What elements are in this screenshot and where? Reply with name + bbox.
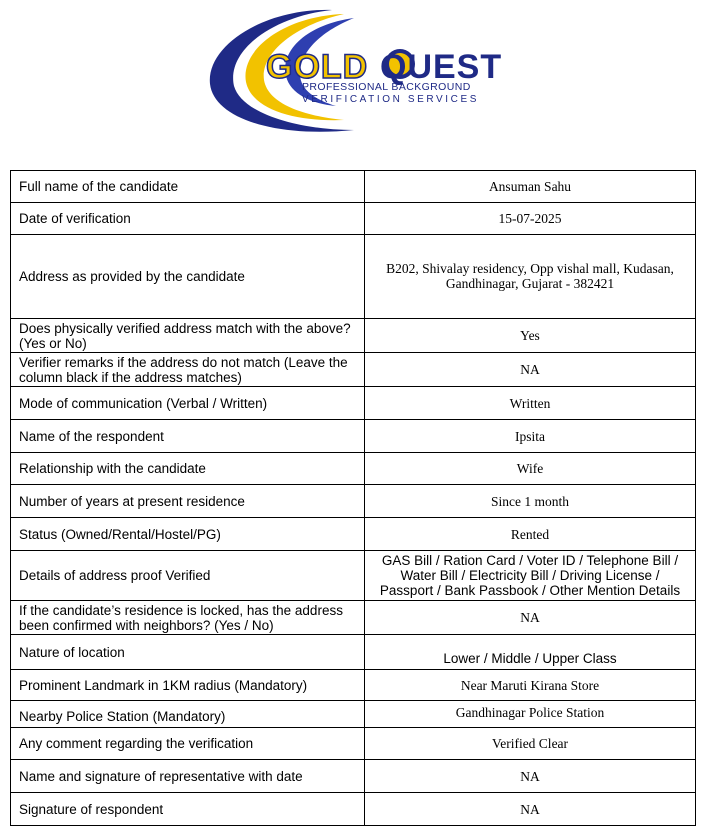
field-label: Prominent Landmark in 1KM radius (Mandatory) <box>11 670 365 701</box>
field-label: Mode of communication (Verbal / Written) <box>11 387 365 420</box>
field-label: Details of address proof Verified <box>11 551 365 601</box>
table-row <box>11 551 696 601</box>
field-label: Full name of the candidate <box>11 171 365 203</box>
field-value: B202, Shivalay residency, Opp vishal mall, Kudasan, Gandhinagar, Gujarat - 382421 <box>365 235 696 319</box>
field-label: Does physically verified address match with the above? (Yes or No) <box>11 319 365 353</box>
field-label: Address as provided by the candidate <box>11 235 365 319</box>
tagline-line-2: VERIFICATION SERVICES <box>302 94 480 105</box>
table-row <box>11 319 696 353</box>
logo-graphic <box>204 6 504 136</box>
table-row <box>11 235 696 319</box>
table-row <box>11 203 696 235</box>
field-value: Lower / Middle / Upper Class <box>365 635 696 670</box>
field-value: NA <box>365 601 696 635</box>
field-label: Number of years at present residence <box>11 485 365 518</box>
field-label: Relationship with the candidate <box>11 453 365 485</box>
field-value: GAS Bill / Ration Card / Voter ID / Telephone Bill / Water Bill / Electricity Bill / Driving License / Passport / Bank Passbook / Other Mention Details <box>365 551 696 601</box>
field-value: Near Maruti Kirana Store <box>365 670 696 701</box>
table-row <box>11 760 696 793</box>
table-row <box>11 601 696 635</box>
field-label: If the candidate’s residence is locked, has the address been confirmed with neighbors? (Yes / No) <box>11 601 365 635</box>
goldquest-logo <box>204 6 504 136</box>
table-row <box>11 635 696 670</box>
table-row <box>11 670 696 701</box>
field-value: 15-07-2025 <box>365 203 696 235</box>
tagline-line-1: PROFESSIONAL BACKGROUND <box>302 81 471 93</box>
table-row <box>11 518 696 551</box>
field-label: Signature of respondent <box>11 793 365 826</box>
brand-quest-text: QUEST <box>380 48 503 86</box>
table-row <box>11 171 696 203</box>
field-value: NA <box>365 760 696 793</box>
field-label: Nearby Police Station (Mandatory) <box>11 701 365 728</box>
field-value: Gandhinagar Police Station <box>365 701 696 728</box>
field-value: Rented <box>365 518 696 551</box>
table-row <box>11 485 696 518</box>
table-row <box>11 387 696 420</box>
field-label: Date of verification <box>11 203 365 235</box>
field-label: Any comment regarding the verification <box>11 728 365 760</box>
field-value: Since 1 month <box>365 485 696 518</box>
field-label: Name and signature of representative with date <box>11 760 365 793</box>
verification-form-table <box>10 170 696 826</box>
table-row <box>11 728 696 760</box>
field-label: Status (Owned/Rental/Hostel/PG) <box>11 518 365 551</box>
table-row <box>11 701 696 728</box>
field-label: Name of the respondent <box>11 420 365 453</box>
field-value: Wife <box>365 453 696 485</box>
field-value: Yes <box>365 319 696 353</box>
field-value: Ipsita <box>365 420 696 453</box>
field-value: NA <box>365 793 696 826</box>
field-value: Written <box>365 387 696 420</box>
table-row <box>11 793 696 826</box>
field-value: Ansuman Sahu <box>365 171 696 203</box>
table-row <box>11 420 696 453</box>
brand-gold-text: GOLD <box>266 48 369 86</box>
field-value: NA <box>365 353 696 387</box>
field-label: Verifier remarks if the address do not match (Leave the column black if the address matches) <box>11 353 365 387</box>
table-row <box>11 453 696 485</box>
table-row <box>11 353 696 387</box>
field-value: Verified Clear <box>365 728 696 760</box>
field-label: Nature of location <box>11 635 365 670</box>
